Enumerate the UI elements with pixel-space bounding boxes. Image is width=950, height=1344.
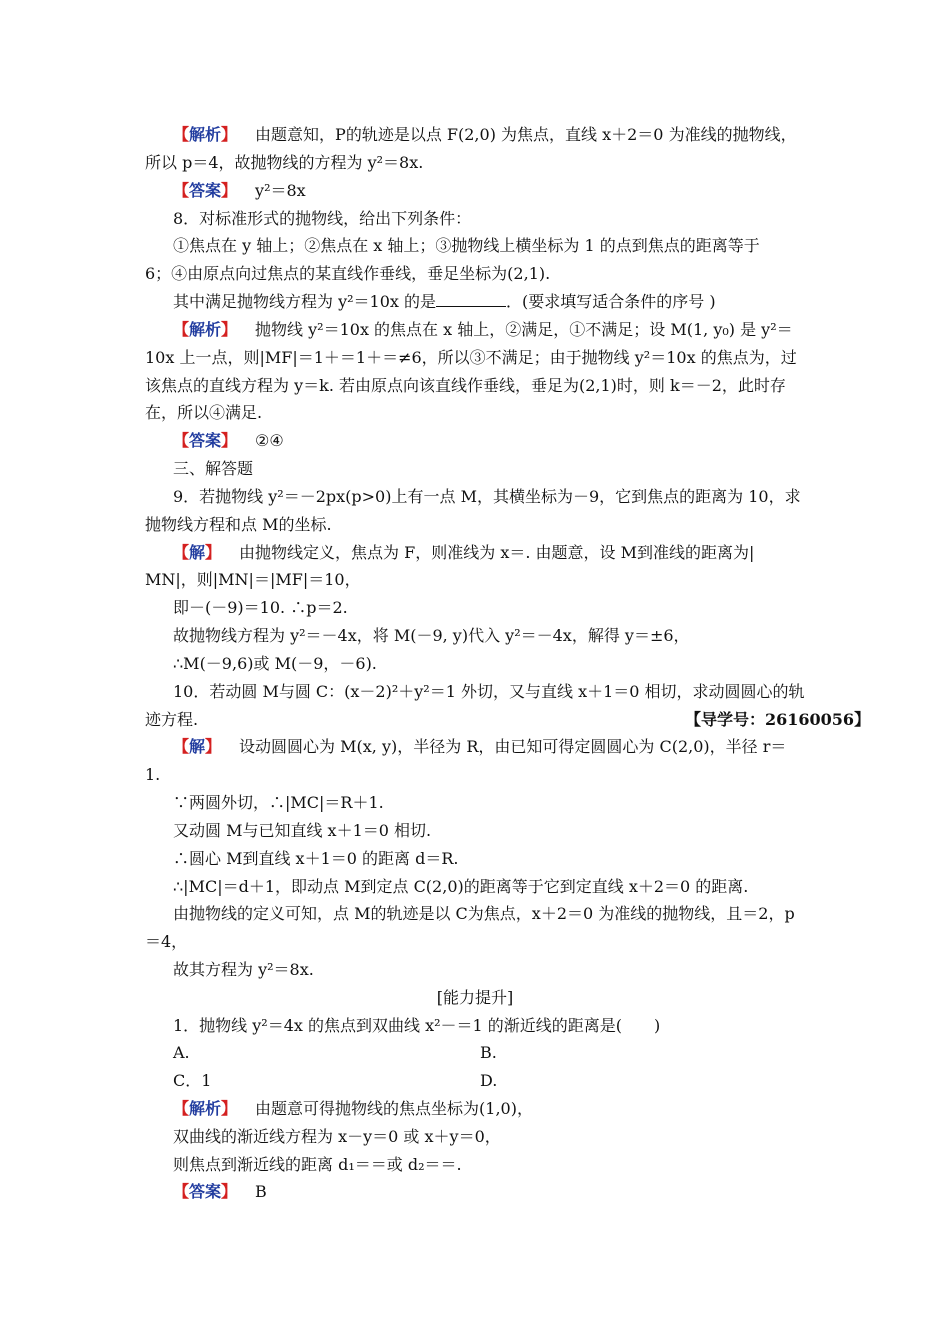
question-line: 9．若抛物线 y²＝－2px(p>0)上有一点 M，其横坐标为－9，它到焦点的距离为 10，求 (173, 487, 801, 506)
text-line: 则焦点到渐近线的距离 d₁＝＝或 d₂＝＝. (173, 1155, 462, 1174)
question-line: 1．抛物线 y²＝4x 的焦点到双曲线 x²－＝1 的渐近线的距离是( ) (173, 1016, 661, 1035)
answer-line: 【答案】 ②④ (173, 431, 284, 450)
text-line: 故抛物线方程为 y²＝－4x，将 M(－9, y)代入 y²＝－4x，解得 y＝±6， (173, 626, 690, 645)
option-b: B. (480, 1043, 497, 1062)
text-line: ∴|MC|＝d＋1，即动点 M到定点 C(2,0)的距离等于它到定直线 x＋2＝0 的距离. (173, 877, 749, 896)
option-a: A. (173, 1043, 190, 1062)
text-line: 在，所以④满足. (145, 403, 263, 422)
text-line: 故其方程为 y²＝8x. (173, 960, 314, 979)
fill-blank (436, 292, 506, 307)
section-heading: 三、解答题 (173, 459, 254, 478)
text-line: 1. (145, 765, 161, 784)
answer-line: 【答案】 B (173, 1182, 267, 1201)
text-line: ∴圆心 M到直线 x＋1＝0 的距离 d＝R. (173, 849, 459, 868)
text-line: 其中满足抛物线方程为 y²＝10x 的是 ．(要求填写适合条件的序号 ) (173, 292, 716, 311)
text-line: 由抛物线的定义可知，点 M的轨迹是以 C为焦点，x＋2＝0 为准线的抛物线，且＝2，p (173, 904, 795, 923)
text-line: ∴M(－9,6)或 M(－9，－6). (173, 654, 377, 673)
text-line: 迹方程. 【导学号：26160056】 (145, 710, 871, 729)
text-line: 又动圆 M与已知直线 x＋1＝0 相切. (173, 821, 432, 840)
question-line: 10．若动圆 M与圆 C：(x－2)²＋y²＝1 外切，又与直线 x＋1＝0 相切，求动圆圆心的轨 (173, 682, 805, 701)
text-line: MN|，则|MN|＝|MF|＝10， (145, 570, 361, 589)
text-line: ①焦点在 y 轴上；②焦点在 x 轴上；③抛物线上横坐标为 1 的点到焦点的距离等于 (173, 236, 760, 255)
question-line: 8．对标准形式的抛物线，给出下列条件： (173, 209, 472, 228)
text-line: 该焦点的直线方程为 y＝k. 若由原点向该直线作垂线，垂足为(2,1)时，则 k＝－2，此时存 (145, 376, 786, 395)
text-line: ∵两圆外切，∴|MC|＝R＋1. (173, 793, 384, 812)
solution-tag: 【解】 (173, 737, 222, 756)
text-line: 10x 上一点，则|MF|＝1＋＝1＋＝≠6，所以③不满足；由于抛物线 y²＝10x 的焦点为，过 (145, 348, 797, 367)
solution-tag: 【解】 (173, 543, 222, 562)
text-line: 所以 p＝4，故抛物线的方程为 y²＝8x. (145, 153, 424, 172)
text-line: 即－(－9)＝10. ∴p＝2. (173, 598, 348, 617)
analysis-tag: 【解析】 (173, 1099, 238, 1118)
answer-tag: 【答案】 (173, 1182, 238, 1201)
text-line: ＝4， (145, 932, 188, 951)
section-heading: [能力提升] (436, 988, 514, 1007)
text-line: 双曲线的渐近线方程为 x－y＝0 或 x＋y＝0， (173, 1127, 501, 1146)
analysis-line: 【解析】 由题意知，P的轨迹是以点 F(2,0) 为焦点，直线 x＋2＝0 为准线的抛物线， (173, 125, 797, 144)
analysis-tag: 【解析】 (173, 125, 238, 144)
answer-line: 【答案】 y²＝8x (173, 181, 306, 200)
option-row (173, 1071, 843, 1091)
analysis-line: 【解析】 由题意可得抛物线的焦点坐标为(1,0)， (173, 1099, 533, 1118)
option-c: C．1 (173, 1071, 212, 1090)
analysis-tag: 【解析】 (173, 320, 238, 339)
answer-tag: 【答案】 (173, 181, 238, 200)
solution-line: 【解】 设动圆圆心为 M(x, y)，半径为 R，由已知可得定圆圆心为 C(2,0)，半径 r＝ (173, 737, 787, 756)
option-row (173, 1043, 843, 1063)
answer-tag: 【答案】 (173, 431, 238, 450)
analysis-line: 【解析】 抛物线 y²＝10x 的焦点在 x 轴上，②满足，①不满足；设 M(1, y₀) 是 y²＝ (173, 320, 793, 339)
text-line: 抛物线方程和点 M的坐标. (145, 515, 332, 534)
option-d: D. (480, 1071, 498, 1090)
solution-line: 【解】 由抛物线定义，焦点为 F，则准线为 x＝. 由题意，设 M到准线的距离为| (173, 543, 755, 562)
guide-number: 【导学号：26160056】 (685, 710, 871, 729)
text-line: 6；④由原点向过焦点的某直线作垂线，垂足坐标为(2,1). (145, 264, 551, 283)
